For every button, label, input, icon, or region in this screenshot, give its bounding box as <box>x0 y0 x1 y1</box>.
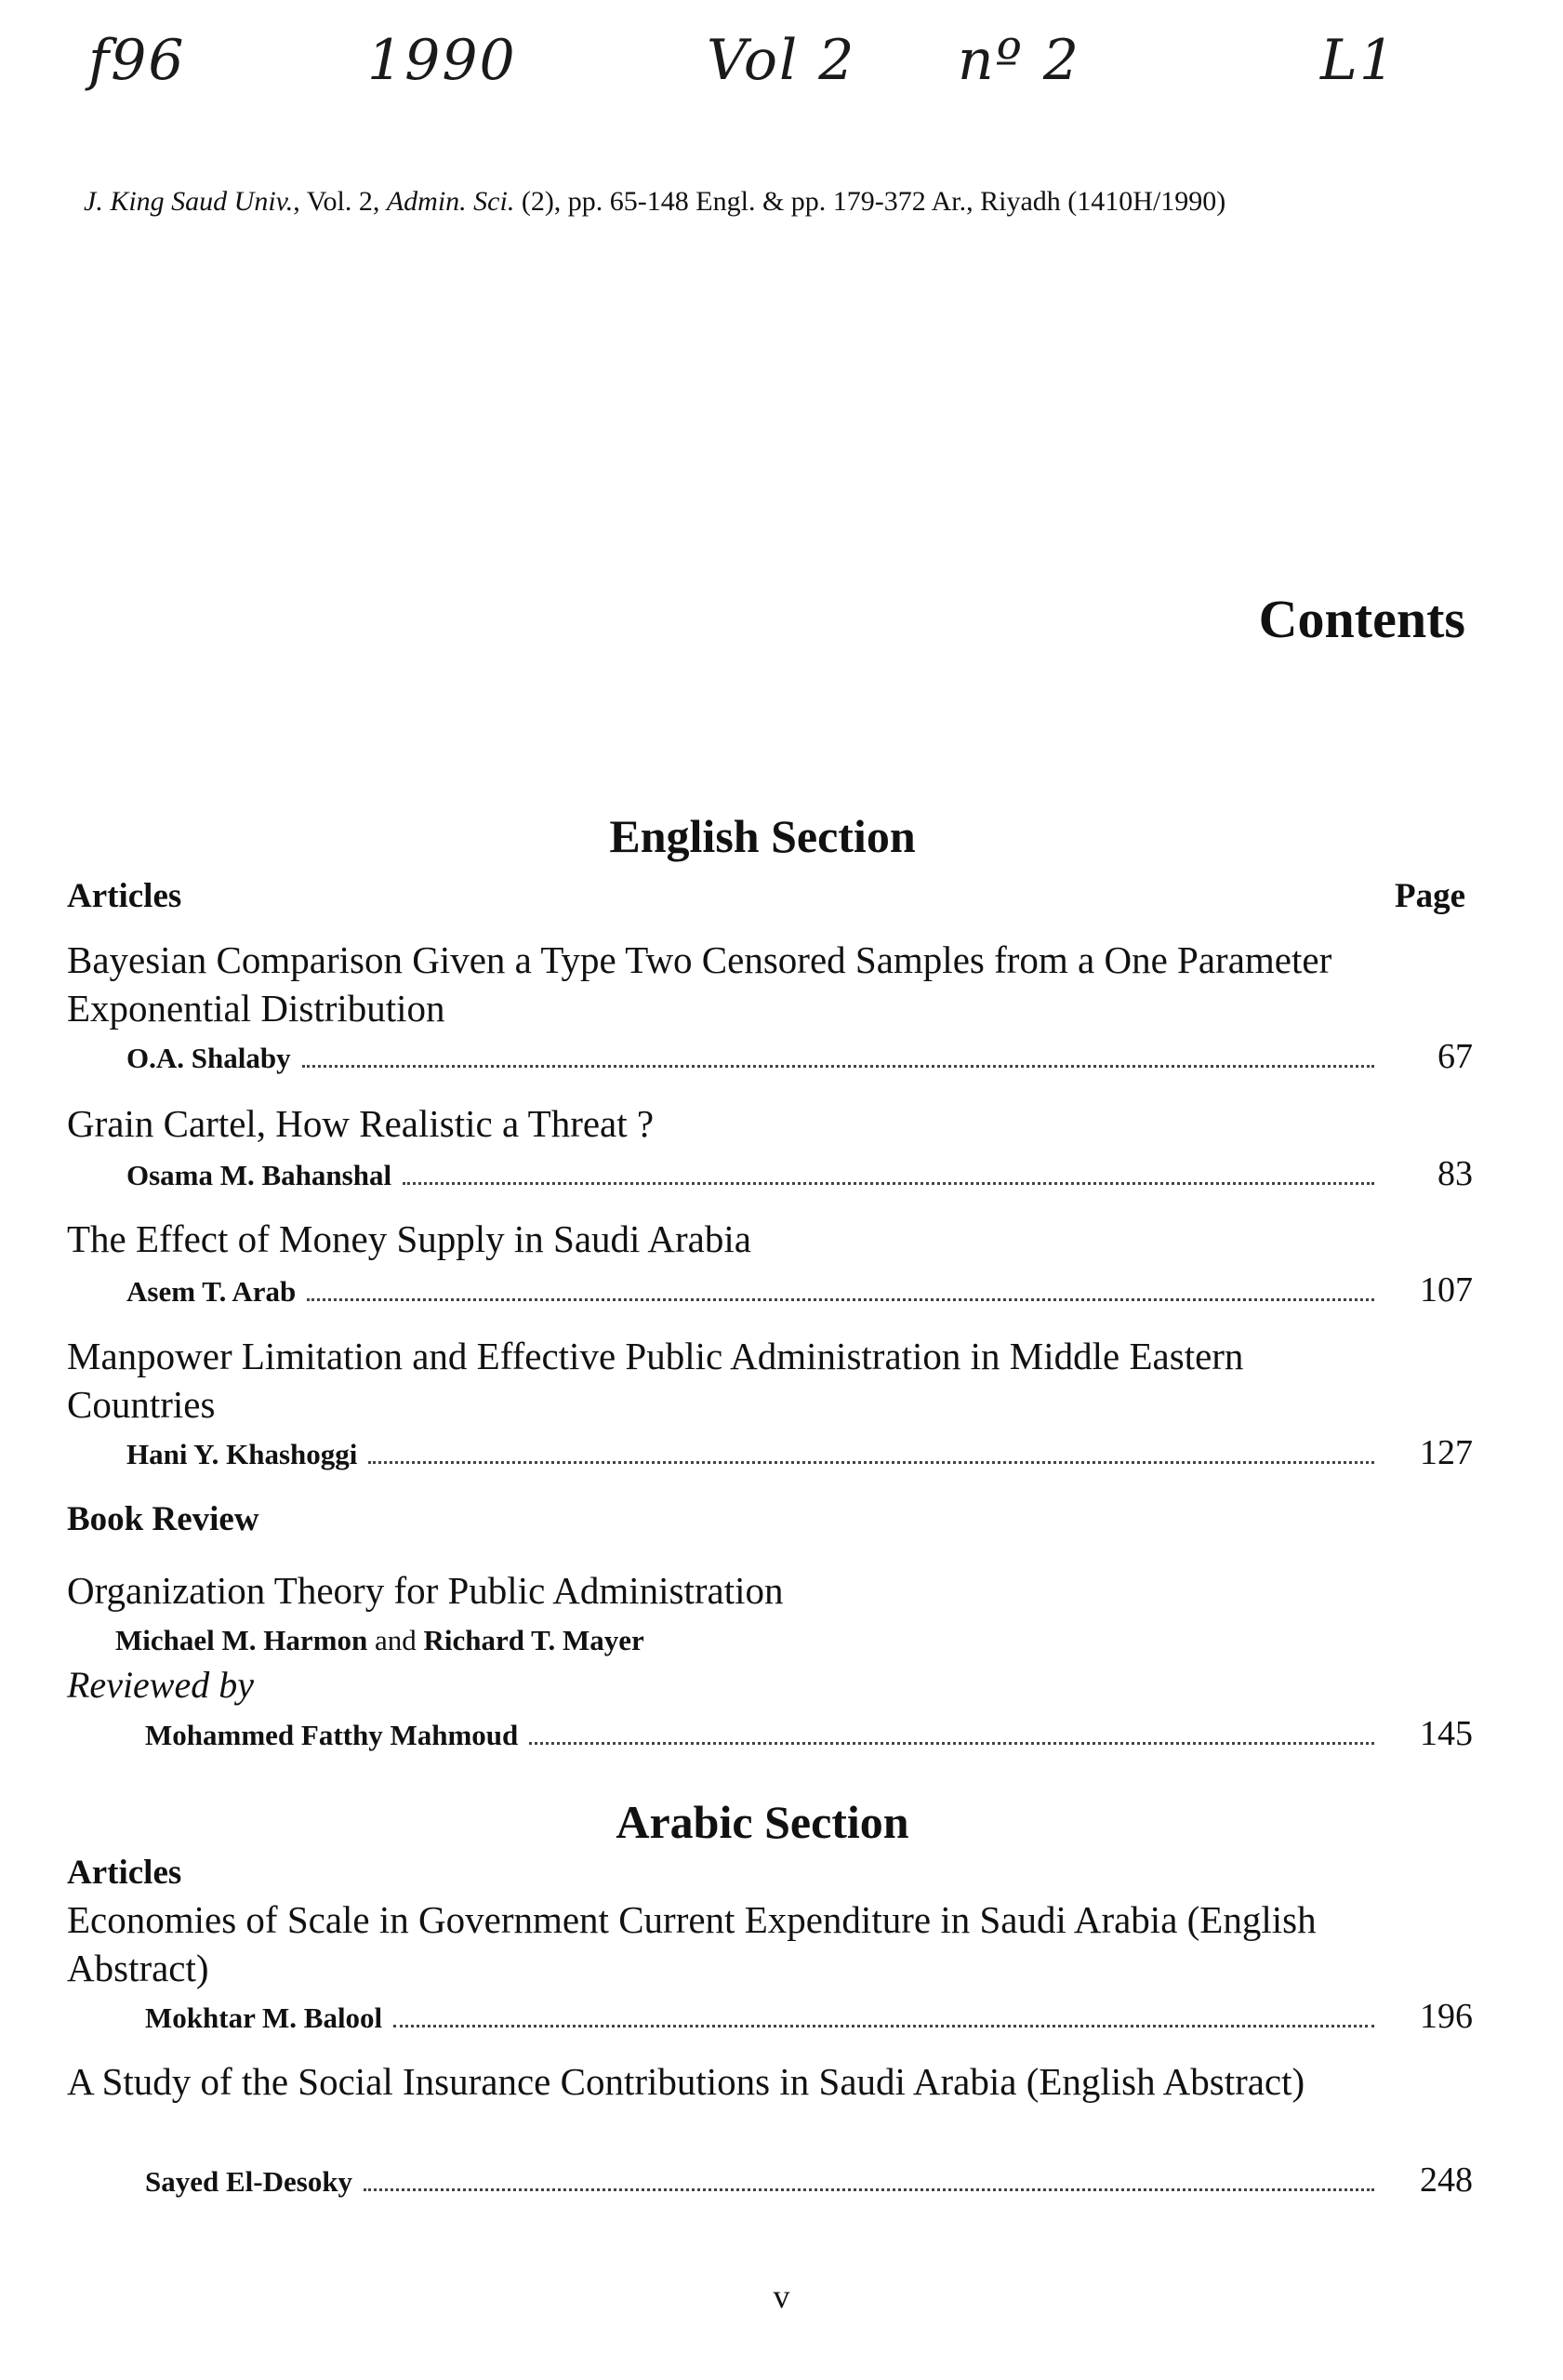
dot-leader <box>403 1182 1374 1185</box>
dot-leader <box>529 1742 1374 1745</box>
article-author: Asem T. Arab <box>126 1275 297 1308</box>
page-label: Page <box>1394 877 1465 915</box>
handwritten-issue: nº 2 <box>958 28 1081 93</box>
english-section-heading: English Section <box>609 810 916 862</box>
articles-label: Articles <box>67 1854 182 1892</box>
citation-volume: , Vol. 2, <box>293 186 380 217</box>
article-title: Manpower Limitation and Effective Public Administration in Middle Eastern Countries <box>67 1335 1244 1426</box>
citation-field: Admin. Sci. <box>386 186 515 217</box>
article-title: Grain Cartel, How Realistic a Threat ? <box>67 1102 655 1145</box>
book-author-conjunction: and <box>374 1624 417 1656</box>
article-page: 67 <box>1437 1037 1473 1076</box>
reviewed-by-label: Reviewed by <box>67 1664 254 1706</box>
page-folio: v <box>773 2278 790 2315</box>
review-page: 145 <box>1420 1714 1473 1753</box>
article-author: O.A. Shalaby <box>126 1042 291 1074</box>
article-title: Bayesian Comparison Given a Type Two Censored Samples from a One Parameter Exponential Distribution <box>67 938 1332 1030</box>
book-review-label: Book Review <box>67 1500 259 1538</box>
book-author: Richard T. Mayer <box>423 1624 644 1656</box>
article-page: 127 <box>1420 1433 1473 1472</box>
reviewer-row <box>67 1713 1473 1754</box>
article-author: Mokhtar M. Balool <box>145 2001 383 2034</box>
article-author-row <box>67 1996 1473 2037</box>
reviewer-name: Mohammed Fatthy Mahmoud <box>145 1719 519 1751</box>
dot-leader <box>307 1298 1374 1301</box>
article-author: Osama M. Bahanshal <box>126 1159 392 1191</box>
book-title: Organization Theory for Public Administration <box>67 1569 784 1612</box>
article-author-row <box>67 2160 1473 2201</box>
article-author: Sayed El-Desoky <box>145 2165 353 2198</box>
article-author: Hani Y. Khashoggi <box>126 1438 358 1470</box>
handwritten-number: f96 <box>88 28 186 93</box>
article-author-row <box>67 1432 1473 1473</box>
dot-leader <box>393 2025 1374 2028</box>
arabic-section-heading: Arabic Section <box>616 1796 909 1848</box>
article-page: 196 <box>1420 1997 1473 2036</box>
dot-leader <box>364 2188 1374 2191</box>
article-title: Economies of Scale in Government Current Expenditure in Saudi Arabia (English Abstract) <box>67 1898 1317 1989</box>
book-authors <box>115 1624 644 1657</box>
dot-leader <box>302 1065 1374 1068</box>
article-page: 83 <box>1437 1154 1473 1193</box>
book-author: Michael M. Harmon <box>115 1624 368 1656</box>
article-title: A Study of the Social Insurance Contributions in Saudi Arabia (English Abstract) <box>67 2060 1305 2103</box>
citation-journal: J. King Saud Univ. <box>84 186 294 217</box>
article-author-row <box>67 1036 1473 1077</box>
contents-heading: Contents <box>1258 589 1465 649</box>
article-author-row <box>67 1270 1473 1310</box>
citation-details: (2), pp. 65-148 Engl. & pp. 179-372 Ar., Riyadh (1410H/1990) <box>521 186 1226 217</box>
dot-leader <box>368 1461 1374 1464</box>
journal-citation <box>84 186 1225 218</box>
article-page: 248 <box>1420 2161 1473 2200</box>
article-author-row <box>67 1153 1473 1194</box>
article-title: The Effect of Money Supply in Saudi Arabia <box>67 1217 751 1260</box>
articles-label: Articles <box>67 877 182 915</box>
article-page: 107 <box>1420 1270 1473 1310</box>
handwritten-year: 1990 <box>367 28 517 93</box>
handwritten-volume: Vol 2 <box>707 28 856 93</box>
handwritten-mark: L1 <box>1320 28 1397 93</box>
